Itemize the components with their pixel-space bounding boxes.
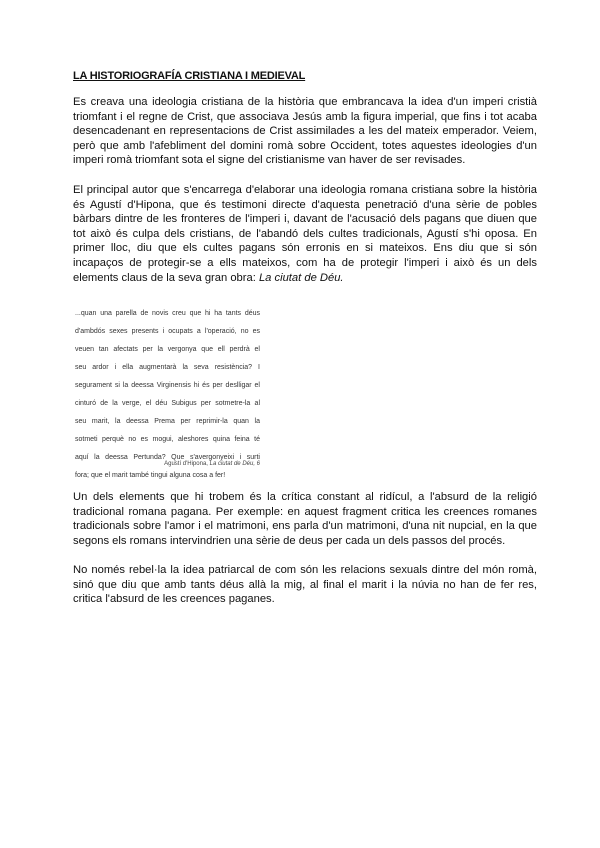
text-line xyxy=(75,413,260,431)
line-text: aquí la deessa Pertunda? Que s'avergonyeixi i surti xyxy=(75,454,260,461)
line-text: sotmeti perquè no es mogui, aleshores quina feina té xyxy=(75,436,260,443)
line-text: desencadenant en representacions de Crist assimilades a les del mateix emperador. Veiem, xyxy=(73,125,537,138)
page-title: LA HISTORIOGRAFÍA CRISTIANA I MEDIEVAL xyxy=(73,70,306,82)
line-text: No només rebel·la la idea patriarcal de com són les relacions sexuals dintre del món romà, xyxy=(73,564,537,576)
line-text: ...quan una parella de novis creu que hi ha tants déus xyxy=(75,310,260,317)
paragraph-1 xyxy=(73,95,537,168)
quote-caption xyxy=(160,461,260,467)
text-line xyxy=(73,534,537,549)
paragraph-2 xyxy=(73,183,537,285)
text-line xyxy=(75,305,260,323)
text-line xyxy=(75,467,260,485)
line-text: tradicionals sobre l'amor i el matrimoni, ens parla d'un matrimoni, d'una nit nupcial, en la que xyxy=(73,520,537,533)
line-text: elements claus de la seva gran obra: xyxy=(73,271,256,284)
line-text: primer lloc, diu que els cultes pagans són erronis en si mateixos. Ens diu que si són xyxy=(73,242,537,255)
text-line xyxy=(73,519,537,534)
text-line xyxy=(73,271,537,286)
text-line xyxy=(75,431,260,449)
text-line xyxy=(73,124,537,139)
text-line xyxy=(75,359,260,377)
text-line xyxy=(73,578,537,593)
line-text: Es creava una ideologia cristiana de la història que embrancava la idea d'un imperi cristià xyxy=(73,96,537,108)
text-line xyxy=(73,505,537,520)
paragraph-4 xyxy=(73,563,537,607)
text-line xyxy=(73,198,537,213)
line-text: d'ambdós sexes presents i ocupats a l'operació, no es xyxy=(75,328,260,335)
line-text: El principal autor que s'encarrega d'elaborar una ideologia romana cristiana sobre la història xyxy=(73,184,537,196)
line-text: veuen tan afectats per la vergonya que ell perdrà el xyxy=(75,346,260,353)
text-line xyxy=(73,592,537,607)
line-text: imperi romà triomfant sota el signe del cristianisme van haver de ser revisades. xyxy=(73,154,466,167)
paragraph-3 xyxy=(73,490,537,548)
line-text: Un dels elements que hi trobem és la crítica constant al ridícul, a l'absurd de la religió xyxy=(73,491,537,503)
text-line xyxy=(73,139,537,154)
line-text: fora; que el marit també tingui alguna cosa a fer! xyxy=(75,472,226,479)
line-text: sinó que diu que amb tants déus allà la mig, al final el marit i la núvia no han de fer res, xyxy=(73,578,537,591)
text-line xyxy=(75,323,260,341)
line-text: triomfant i el regne de Crist, que associava Jesús amb la figura imperial, que fins i tot acaba xyxy=(73,110,537,123)
text-line xyxy=(75,377,260,395)
line-text: segurament si la deessa Virginensis hi és per deslligar el xyxy=(75,382,260,389)
line-text: és Agustí d'Hipona, que és testimoni directe d'aquesta penetració d'una sèrie de pobles xyxy=(73,198,537,211)
line-text: però que amb l'afebliment del domini romà sobre Occident, totes aquestes ideologies d'un xyxy=(73,139,537,152)
caption-work: La ciutat de Déu, 6 xyxy=(209,461,260,467)
text-line xyxy=(75,341,260,359)
text-line xyxy=(73,153,537,168)
line-text: critica l'absurd de les creences paganes. xyxy=(73,593,275,606)
line-text: tradicional romana pagana. Per exemple: en aquest fragment critica les creences romanes xyxy=(73,505,537,518)
line-text: segons els romans intervindrien una sèrie de deus per cada un dels passos del procés. xyxy=(73,534,506,547)
line-text: bàrbars dintre de les fronteres de l'imperi i, davant de l'acusació dels pagans que diuen que xyxy=(73,213,537,226)
text-line xyxy=(73,95,537,110)
text-line xyxy=(73,563,537,578)
line-text: incapaços de protegir-se a ells mateixos, com ha de protegir l'imperi i això és un dels xyxy=(73,256,537,269)
caption-author: Agustí d'Hipona, xyxy=(164,461,208,467)
text-line xyxy=(73,256,537,271)
text-line xyxy=(73,110,537,125)
line-text: seu marit, la deessa Prema per reprimir-la quan la xyxy=(75,418,260,425)
text-line xyxy=(75,395,260,413)
line-text: cinturó de la verge, el déu Subigus per sotmetre-la al xyxy=(75,400,260,407)
line-text: tot això és culpa dels cristians, de l'abandó dels cultes tradicionals, Agustí s'hi oposa. En xyxy=(73,227,537,240)
text-line xyxy=(73,241,537,256)
text-line xyxy=(73,490,537,505)
line-text: seu ardor i ella augmentarà la seva resistència? I xyxy=(75,364,260,371)
quote-image xyxy=(75,305,260,485)
book-title: La ciutat de Déu. xyxy=(258,271,344,284)
text-line xyxy=(73,227,537,242)
text-line xyxy=(73,183,537,198)
text-line xyxy=(73,212,537,227)
